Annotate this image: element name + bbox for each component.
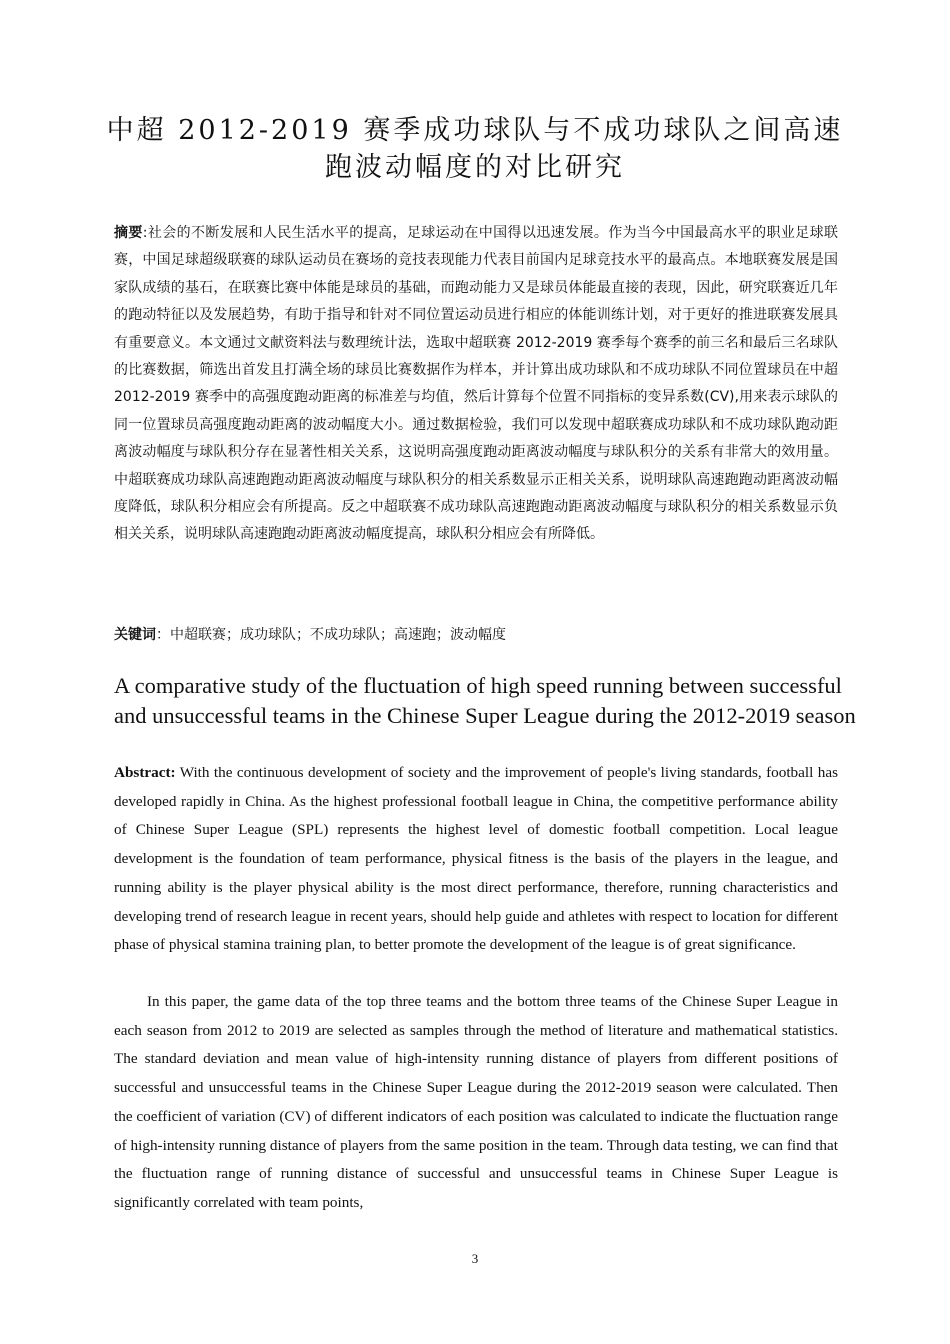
english-title [114,671,856,731]
english-title-line-2: and unsuccessful teams in the Chinese Super League during the 2012-2019 season [114,703,856,728]
chinese-keywords-text: ：中超联赛；成功球队；不成功球队；高速跑；波动幅度 [156,627,506,643]
chinese-title: 中超 2012-2019 赛季成功球队与不成功球队之间高速跑波动幅度的对比研究 [106,115,844,183]
chinese-abstract [114,220,838,549]
chinese-abstract-label: 摘要 [114,225,143,241]
chinese-keywords [114,622,838,649]
english-abstract-paragraph-2: In this paper, the game data of the top three teams and the bottom three teams of the Chinese Super League in each season from 2012 to 2019 are selected as samples through the method of literature and mathematical statistics. The standard deviation and mean value of high-intensity running distance of players from different positions of successful and unsuccessful teams in the Chinese Super League during the 2012-2019 season were calculated. Then the coefficient of variation (CV) of different indicators of each position was calculated to indicate the fluctuation range of high-intensity running distance of players from the same position in the team. Through data testing, we can find that the fluctuation range of running distance of successful and unsuccessful teams in Chinese Super League is significantly correlated with team points, [114,993,838,1211]
english-title-line-1: A comparative study of the fluctuation of high speed running between successful [114,673,842,698]
page-number: 3 [471,1251,479,1266]
chinese-abstract-text: :社会的不断发展和人民生活水平的提高，足球运动在中国得以迅速发展。作为当今中国最高水平的职业足球联赛，中国足球超级联赛的球队运动员在赛场的竞技表现能力代表目前国内足球竞技水平的最高点。本地联赛发展是国家队成绩的基石，在联赛比赛中体能是球员的基础，而跑动能力又是球员体能最直接的表现，因此，研究联赛近几年的跑动特征以及发展趋势，有助于指导和针对不同位置运动员进行相应的体能训练计划，对于更好的推进联赛发展具有重要意义。本文通过文献资料法与数理统计法，选取中超联赛 2012-2019 赛季每个赛季的前三名和最后三名球队的比赛数据，筛选出首发且打满全场的球员比赛数据作为样本，并计算出成功球队和不成功球队不同位置球员在中超 2012-2019 赛季中的高强度跑动距离的标准差与均值，然后计算每个位置不同指标的变异系数(CV),用来表示球队的同一位置球员高强度跑动距离的波动幅度大小。通过数据检验，我们可以发现中超联赛成功球队和不成功球队跑动距离波动幅度与球队积分存在显著性相关关系，这说明高强度跑动距离波动幅度与球队积分的关系有非常大的效用量。中超联赛成功球队高速跑跑动距离波动幅度与球队积分的相关系数显示正相关关系，说明球队高速跑跑动距离波动幅度降低，球队积分相应会有所提高。反之中超联赛不成功球队高速跑跑动距离波动幅度与球队积分的相关系数显示负相关关系，说明球队高速跑跑动距离波动幅度提高，球队积分相应会有所降低。 [114,225,839,543]
english-abstract-text: With the continuous development of society and the improvement of people's living standards, football has developed rapidly in China. As the highest professional football league in China, the competitive performance ability of Chinese Super League (SPL) represents the highest level of domestic football competition. Local league development is the foundation of team performance, physical fitness is the basis of the players in the league, and running ability is the player physical ability is the most direct performance, therefore, running characteristics and developing trend of research league in recent years, should help guide and athletes with respect to location for different phase of physical stamina training plan, to better promote the development of the league is of great significance. [114,764,838,954]
english-abstract-label: Abstract: [114,764,176,781]
english-abstract [114,759,838,960]
chinese-keywords-label: 关键词 [114,627,156,643]
